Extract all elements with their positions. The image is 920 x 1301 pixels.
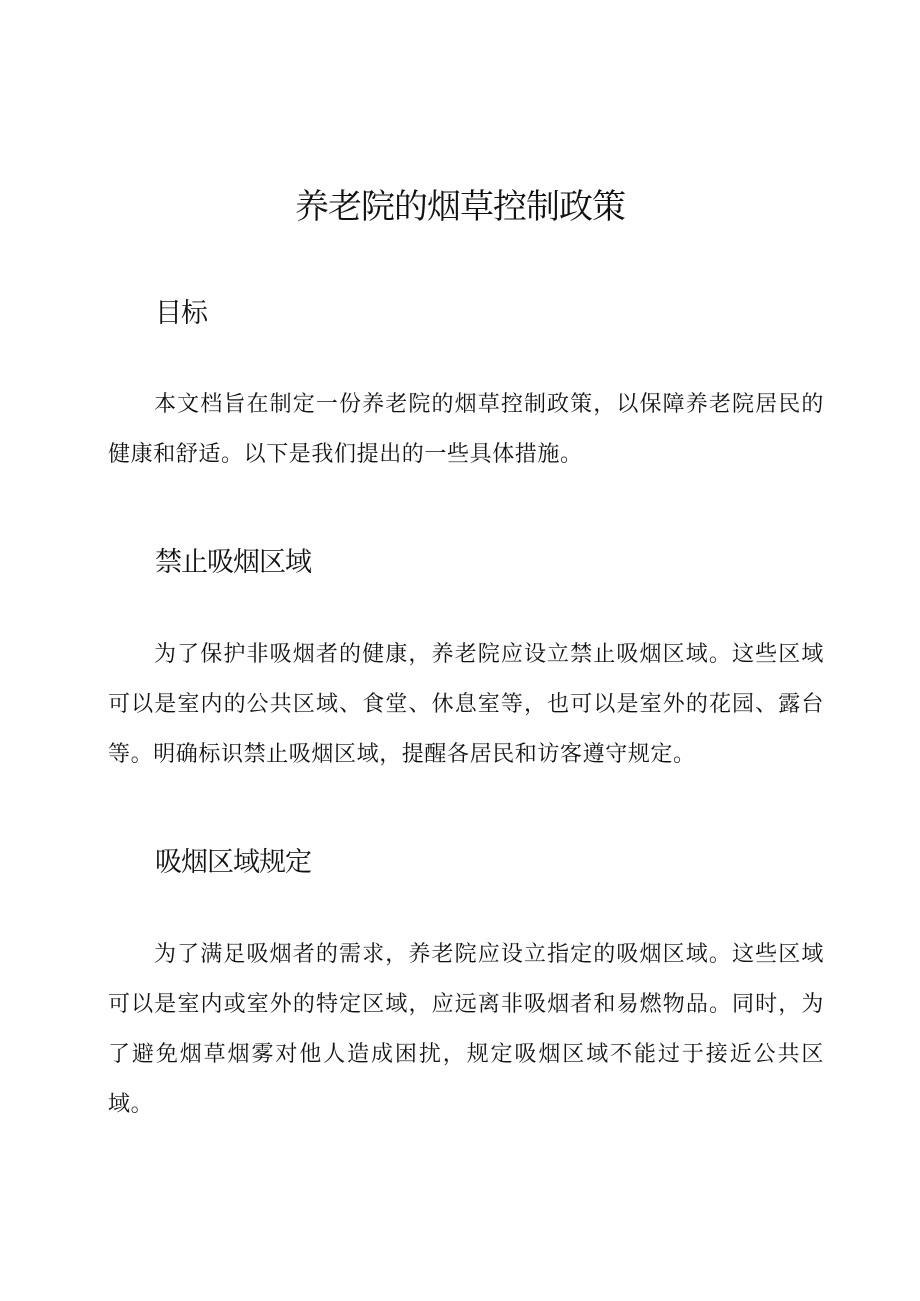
section-heading-smoking-area-rules: 吸烟区域规定 [155, 847, 311, 878]
section-heading-no-smoking-areas: 禁止吸烟区域 [155, 547, 311, 578]
section-body-no-smoking-areas: 为了保护非吸烟者的健康，养老院应设立禁止吸烟区域。这些区域可以是室内的公共区域、食堂、休息室等，也可以是室外的花园、露台等。明确标识禁止吸烟区域，提醒各居民和访客遵守规定。 [108, 642, 824, 767]
section-body-smoking-area-rules: 为了满足吸烟者的需求，养老院应设立指定的吸烟区域。这些区域可以是室内或室外的特定区域，应远离非吸烟者和易燃物品。同时，为了避免烟草烟雾对他人造成困扰，规定吸烟区域不能过于接近公共区域。 [108, 942, 824, 1117]
document-title: 养老院的烟草控制政策 [295, 187, 625, 227]
section-body-goal: 本文档旨在制定一份养老院的烟草控制政策，以保障养老院居民的健康和舒适。以下是我们提出的一些具体措施。 [108, 392, 824, 467]
section-heading-goal: 目标 [155, 298, 207, 329]
